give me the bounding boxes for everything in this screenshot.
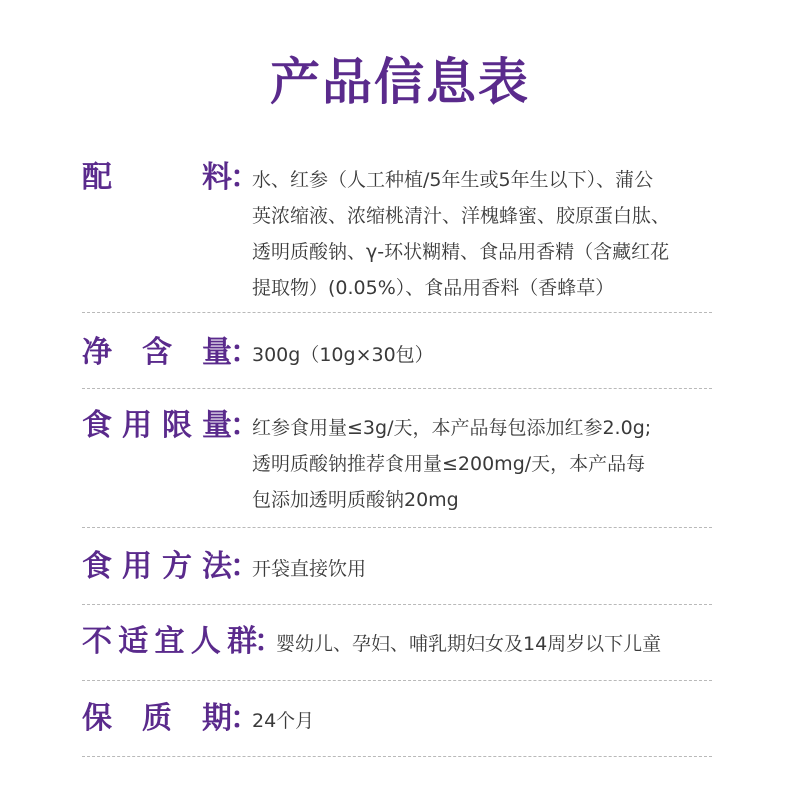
page-title: 产品信息表 bbox=[270, 53, 530, 111]
net-content-value: 300g（10g×30包） bbox=[252, 344, 434, 366]
shelf-life-row: 保 质 期 ： 24个月 bbox=[82, 701, 712, 741]
net-content-row: 净 含 量 ： 300g（10g×30包） bbox=[82, 335, 712, 375]
net-content-label: 净 含 量 bbox=[82, 335, 232, 370]
divider bbox=[82, 756, 712, 757]
shelf-life-value: 24个月 bbox=[252, 710, 315, 732]
dosage-limit-value: 红参食用量≤3g/天，本产品每包添加红参2.0g; 透明质酸钠推荐食用量≤200mg/天，本产品每 包添加透明质酸钠20mg bbox=[252, 417, 652, 511]
shelf-life-label: 保 质 期 bbox=[82, 701, 232, 736]
divider bbox=[82, 604, 712, 605]
ingredients-label: 配 料 bbox=[82, 160, 232, 195]
ingredients-value: 水、红参（人工种植/5年生或5年生以下）、蒲公 英浓缩液、浓缩桃清汁、洋槐蜂蜜、胶原蛋白肽、 透明质酸钠、γ-环状糊精、食品用香精（含藏红花 提取物）(0.05%）、食品用香料（香蜂草） bbox=[252, 169, 671, 299]
divider bbox=[82, 680, 712, 681]
usage-method-label: 食 用 方 法 bbox=[82, 549, 232, 584]
divider bbox=[82, 312, 712, 313]
unsuitable-population-row: 不 适 宜 人 群 ： 婴幼儿、孕妇、哺乳期妇女及14周岁以下儿童 bbox=[82, 624, 712, 664]
usage-method-value: 开袋直接饮用 bbox=[252, 558, 367, 580]
unsuitable-population-value: 婴幼儿、孕妇、哺乳期妇女及14周岁以下儿童 bbox=[276, 633, 662, 655]
unsuitable-population-label: 不 适 宜 人 群 bbox=[82, 624, 257, 659]
divider bbox=[82, 388, 712, 389]
divider bbox=[82, 527, 712, 528]
dosage-limit-row: 食 用 限 量 ： 红参食用量≤3g/天，本产品每包添加红参2.0g; 透明质酸钠推荐食用量≤200mg/天，本产品每 包添加透明质酸钠20mg bbox=[82, 408, 712, 518]
dosage-limit-label: 食 用 限 量 bbox=[82, 408, 232, 443]
usage-method-row: 食 用 方 法 ： 开袋直接饮用 bbox=[82, 549, 712, 589]
ingredients-row: 配 料 ： 水、红参（人工种植/5年生或5年生以下）、蒲公 英浓缩液、浓缩桃清汁、洋槐蜂蜜、胶原蛋白肽、 透明质酸钠、γ-环状糊精、食品用香精（含藏红花 提取物）(0.05%）、食品用香料（香蜂草） bbox=[82, 160, 712, 300]
